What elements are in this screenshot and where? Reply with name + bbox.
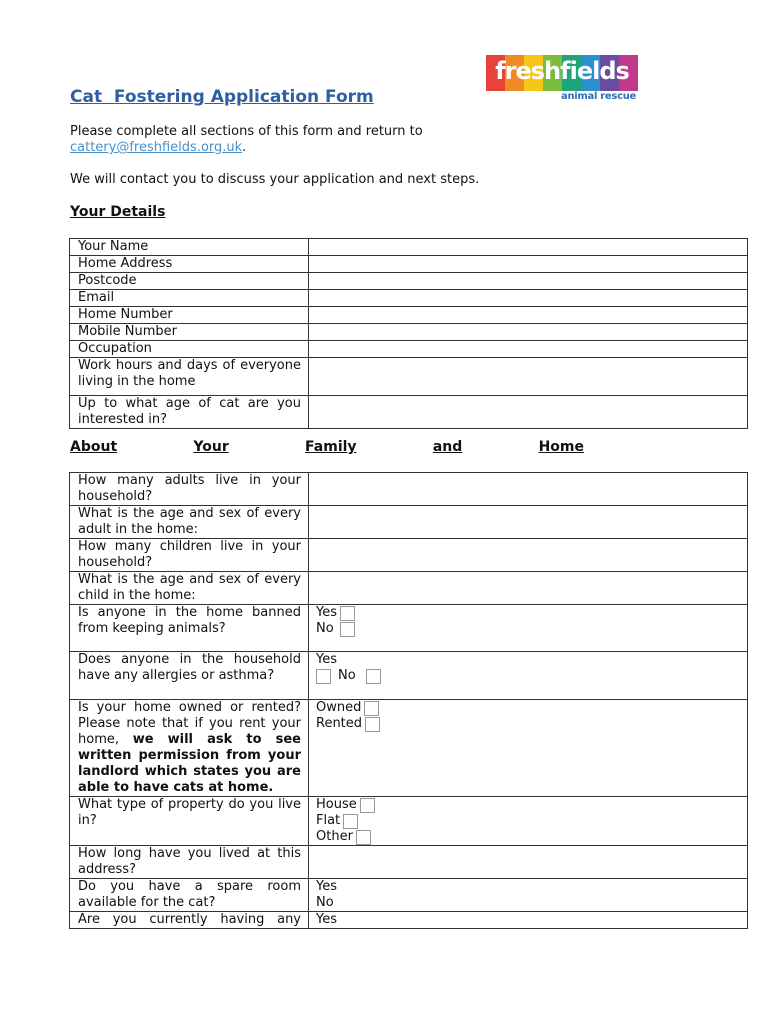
adults-age-sex-field[interactable]	[309, 506, 748, 539]
heading-word: Home	[538, 439, 584, 455]
field-label: Mobile Number	[70, 324, 309, 341]
question-label: How many children live in your household?	[70, 539, 309, 572]
yes-checkbox[interactable]	[340, 606, 355, 621]
option-no	[316, 668, 740, 684]
your-details-table	[69, 238, 748, 429]
option-yes	[316, 605, 740, 621]
option-no	[316, 621, 740, 637]
table-row	[70, 539, 748, 572]
question-label	[70, 700, 309, 797]
question-text: Is your home owned or rented? Please note that if you rent your home,	[78, 700, 301, 747]
option-yes	[316, 652, 740, 668]
field-label: Occupation	[70, 341, 309, 358]
rented-checkbox[interactable]	[365, 717, 380, 732]
option-yes	[316, 912, 740, 928]
option-label: Other	[316, 829, 353, 844]
question-label: How many adults live in your household?	[70, 473, 309, 506]
property-type-answer	[309, 797, 748, 846]
option-house	[316, 797, 740, 813]
heading-word: Family	[305, 439, 357, 455]
flat-checkbox[interactable]	[343, 814, 358, 829]
table-row	[70, 652, 748, 700]
question-label: Does anyone in the household have any allergies or asthma?	[70, 652, 309, 700]
ownership-answer	[309, 700, 748, 797]
home-number-field[interactable]	[309, 307, 748, 324]
option-label: Owned	[316, 700, 362, 715]
mobile-number-field[interactable]	[309, 324, 748, 341]
option-rented	[316, 716, 740, 732]
house-checkbox[interactable]	[360, 798, 375, 813]
field-label: Home Address	[70, 256, 309, 273]
table-row	[70, 605, 748, 652]
currently-having-answer	[309, 912, 748, 929]
option-label: Yes	[316, 605, 337, 620]
table-row	[70, 797, 748, 846]
question-label: Do you have a spare room available for the cat?	[70, 879, 309, 912]
landlord-permission-note: we will ask to see written permission from your landlord which states you are able to have cats at home.	[78, 732, 301, 795]
children-age-sex-field[interactable]	[309, 572, 748, 605]
question-label: Is anyone in the home banned from keeping animals?	[70, 605, 309, 652]
table-row	[70, 506, 748, 539]
email-link[interactable]: cattery@freshfields.org.uk	[70, 140, 243, 155]
option-flat	[316, 813, 740, 829]
table-row	[70, 846, 748, 879]
question-label: What is the age and sex of every adult in the home:	[70, 506, 309, 539]
intro-line: Please complete all sections of this form and return to	[70, 124, 423, 139]
table-row	[70, 358, 748, 396]
yes-checkbox[interactable]	[316, 669, 331, 684]
option-label: No	[316, 895, 334, 910]
your-details-heading: Your Details	[70, 204, 166, 220]
option-label: No	[338, 668, 356, 683]
field-label: Work hours and days of everyone living in the home	[70, 358, 309, 396]
about-table	[69, 472, 748, 929]
table-row	[70, 572, 748, 605]
email-suffix: .	[242, 140, 247, 155]
table-row	[70, 324, 748, 341]
work-hours-field[interactable]	[309, 358, 748, 396]
about-heading	[70, 439, 584, 455]
heading-word: About	[70, 439, 118, 455]
option-yes	[316, 879, 740, 895]
intro-paragraph	[70, 124, 423, 156]
logo-brand-text: freshfields	[495, 57, 629, 85]
allergies-answer	[309, 652, 748, 700]
children-count-field[interactable]	[309, 539, 748, 572]
field-label: Up to what age of cat are you interested in?	[70, 396, 309, 429]
heading-word: Your	[193, 439, 229, 455]
contact-paragraph: We will contact you to discuss your application and next steps.	[70, 172, 480, 187]
field-label: Home Number	[70, 307, 309, 324]
logo-subtitle: animal rescue	[561, 91, 636, 102]
field-label: Email	[70, 290, 309, 307]
table-row	[70, 290, 748, 307]
email-field[interactable]	[309, 290, 748, 307]
option-label: Yes	[316, 912, 337, 927]
question-label: How long have you lived at this address?	[70, 846, 309, 879]
heading-word: and	[432, 439, 463, 455]
option-label: Rented	[316, 716, 363, 731]
option-owned	[316, 700, 740, 716]
freshfields-logo	[486, 55, 638, 105]
option-label: House	[316, 797, 357, 812]
no-checkbox[interactable]	[340, 622, 355, 637]
option-label: No	[316, 621, 334, 636]
table-row	[70, 396, 748, 429]
page-title: Cat Fostering Application Form	[70, 87, 374, 107]
adults-count-field[interactable]	[309, 473, 748, 506]
field-label: Your Name	[70, 239, 309, 256]
cat-age-field[interactable]	[309, 396, 748, 429]
option-label: Flat	[316, 813, 341, 828]
no-checkbox[interactable]	[366, 669, 381, 684]
your-name-field[interactable]	[309, 239, 748, 256]
field-label: Postcode	[70, 273, 309, 290]
postcode-field[interactable]	[309, 273, 748, 290]
question-label: What is the age and sex of every child in the home:	[70, 572, 309, 605]
question-label: What type of property do you live in?	[70, 797, 309, 846]
option-no	[316, 895, 740, 911]
time-at-address-field[interactable]	[309, 846, 748, 879]
other-checkbox[interactable]	[356, 830, 371, 845]
table-row	[70, 341, 748, 358]
table-row	[70, 700, 748, 797]
table-row	[70, 307, 748, 324]
option-label: Yes	[316, 652, 337, 667]
table-row	[70, 273, 748, 290]
banned-answer	[309, 605, 748, 652]
owned-checkbox[interactable]	[364, 701, 379, 716]
table-row	[70, 239, 748, 256]
option-label: Yes	[316, 879, 337, 894]
table-row	[70, 473, 748, 506]
spare-room-answer	[309, 879, 748, 912]
table-row	[70, 256, 748, 273]
home-address-field[interactable]	[309, 256, 748, 273]
intro-email-line	[70, 140, 423, 156]
table-row	[70, 879, 748, 912]
question-label: Are you currently having any	[70, 912, 309, 929]
option-other	[316, 829, 740, 845]
occupation-field[interactable]	[309, 341, 748, 358]
table-row	[70, 912, 748, 929]
